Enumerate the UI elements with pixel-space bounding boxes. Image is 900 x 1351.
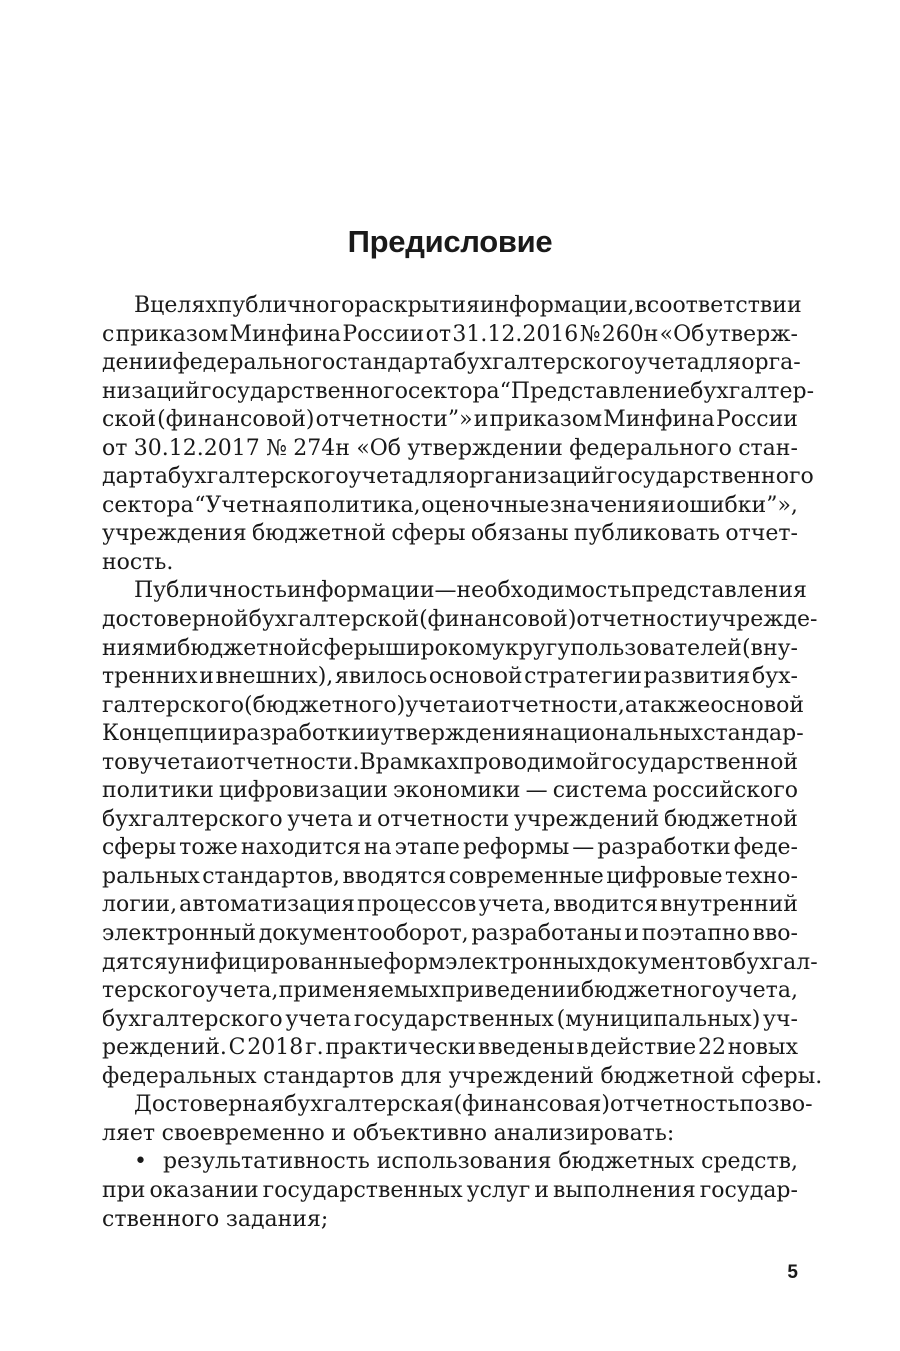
word: в [576, 1035, 589, 1061]
page-title: Предисловие [347, 224, 553, 259]
text-line [102, 692, 805, 721]
word: выполнения [553, 1177, 696, 1203]
word: на [363, 835, 392, 861]
word: современные [448, 863, 604, 889]
bullet-text [163, 1148, 798, 1177]
word: сферы [311, 635, 386, 661]
word: находится [240, 835, 361, 861]
word: и [471, 692, 486, 718]
word: утверждении [407, 435, 563, 461]
word: разработки [232, 721, 366, 747]
word: и [534, 1177, 550, 1203]
word: цифровые [606, 863, 723, 889]
word: отчетности [377, 806, 510, 832]
word: федерального [569, 435, 732, 461]
word: Достоверная [134, 1092, 285, 1118]
bullet-item [102, 1148, 798, 1234]
word: проводимой [459, 749, 601, 775]
word: использования [376, 1149, 552, 1175]
word: информации [286, 578, 435, 604]
word: учета [348, 464, 415, 490]
word: В [134, 293, 151, 318]
word: экономики [393, 778, 521, 804]
word: феде- [733, 835, 798, 861]
text-line [102, 663, 798, 692]
word: этапе [394, 835, 460, 861]
word: организаций [455, 464, 606, 490]
word: С [228, 1035, 246, 1061]
word: раскрытия [354, 293, 480, 318]
word: и [660, 492, 676, 518]
word: бухгалтерской [248, 607, 420, 633]
text-line [102, 321, 798, 350]
word: развития [643, 664, 751, 690]
word: ниями [102, 635, 177, 661]
word: ральных [102, 863, 200, 889]
word: — [525, 778, 548, 804]
word: пользователей [570, 635, 742, 661]
word: и [365, 721, 381, 747]
word: процессов [357, 892, 477, 918]
word: сферы. [741, 1063, 823, 1089]
word: учреждения [102, 521, 247, 547]
word: Концепции [102, 721, 233, 747]
word: — [572, 835, 595, 861]
text-line [102, 1034, 798, 1063]
word: введены [477, 1035, 575, 1061]
word: бухгалтерская [284, 1092, 454, 1118]
word: дятся [102, 949, 168, 975]
text-line [102, 1206, 798, 1235]
word: бухгалтер- [690, 378, 815, 404]
word: России [715, 407, 798, 433]
word: стандартов, [202, 863, 341, 889]
word: отчетности”» [315, 407, 473, 433]
word: государственной [600, 749, 799, 775]
word: отчетности [576, 607, 709, 633]
word: необходимость [456, 578, 632, 604]
word: электронных [445, 949, 597, 975]
word: отчетность [610, 1092, 740, 1118]
word: средств, [701, 1149, 798, 1175]
text-line [102, 1006, 798, 1035]
word: № [579, 321, 601, 347]
text-line [102, 1063, 823, 1092]
paragraph-3 [102, 1091, 813, 1148]
word: логии, [102, 892, 178, 918]
word: бюджетной [177, 635, 312, 661]
word: с [102, 321, 115, 347]
word: объективно [352, 1120, 488, 1146]
word: кругу [505, 635, 571, 661]
word: учета, [725, 978, 798, 1004]
bullet-marker: • [134, 1149, 147, 1175]
paragraph-1 [102, 292, 815, 577]
word: тренних [102, 664, 198, 690]
word: задания; [225, 1206, 329, 1232]
word: техно- [725, 863, 798, 889]
word: «Об [356, 435, 402, 461]
word: отчетности, [485, 692, 625, 718]
word: сектора [102, 492, 194, 518]
word: Публичность [134, 578, 287, 604]
word: 2018 [247, 1035, 304, 1061]
word: (финансовая) [453, 1092, 611, 1118]
text-line [102, 834, 798, 863]
word: учета [139, 749, 206, 775]
text-line [102, 920, 798, 949]
text-line [102, 720, 804, 749]
word: обязаны [470, 521, 569, 547]
text-line [102, 749, 798, 778]
text-line [102, 949, 818, 978]
word: государственных [262, 1177, 463, 1203]
word: услуг [466, 1177, 531, 1203]
word: реформы [462, 835, 570, 861]
word: разработаны [471, 921, 622, 947]
word: «Об [659, 321, 705, 347]
word: бюджетной [251, 521, 386, 547]
word: ведении [484, 978, 581, 1004]
word: № [266, 435, 287, 461]
word: также [638, 692, 711, 718]
paragraph-2 [102, 577, 823, 1091]
word: приказом [115, 321, 229, 347]
word: сектора [407, 378, 500, 404]
word: В [359, 749, 376, 775]
text-line [102, 349, 801, 378]
word: (финансовой) [157, 407, 315, 433]
word: государственных [353, 1006, 554, 1032]
word: документов [596, 949, 734, 975]
word: применяемых [278, 978, 441, 1004]
word: бюджетного [580, 978, 725, 1004]
text-line [102, 606, 818, 635]
word: государственного [605, 464, 814, 490]
bullet-list [102, 1148, 798, 1234]
text-line [102, 1148, 798, 1177]
word: сферы [391, 521, 466, 547]
word: основой [428, 664, 523, 690]
word: Минфина [229, 321, 342, 347]
word: орга- [741, 350, 801, 376]
word: Минфина [603, 407, 715, 433]
word: бухгал- [733, 949, 818, 975]
page-number: 5 [787, 1262, 798, 1283]
word: публиковать [573, 521, 721, 547]
word: бюджетных [558, 1149, 695, 1175]
word: электронный [102, 921, 257, 947]
word: при [441, 978, 485, 1004]
word: (муниципальных) [556, 1006, 761, 1032]
text-line [102, 777, 798, 806]
word: учреждений [448, 1063, 594, 1089]
text-line [102, 406, 798, 435]
word: тов [102, 749, 140, 775]
word: и [357, 806, 373, 832]
word: и [199, 664, 214, 690]
word: своевременно [161, 1120, 325, 1146]
word: информации, [479, 293, 635, 318]
word: значения [549, 492, 661, 518]
word: для [414, 464, 456, 490]
text-line [102, 492, 798, 521]
word: публичного [217, 293, 355, 318]
text-line [102, 1091, 813, 1120]
word: а [624, 692, 639, 718]
text-line [102, 520, 798, 549]
word: цифровизации [218, 778, 388, 804]
word: широкому [385, 635, 505, 661]
word: от [425, 321, 452, 347]
word: вводятся [342, 863, 447, 889]
text-line [102, 378, 815, 407]
word: (вну- [741, 635, 798, 661]
word: представления [631, 578, 807, 604]
body-text [102, 292, 823, 1234]
word: вво- [752, 921, 798, 947]
word: целях [150, 293, 218, 318]
word: сферы [102, 835, 177, 861]
word: 260н [601, 321, 659, 347]
text-line [102, 435, 798, 464]
word: галтерского [102, 692, 244, 718]
word: разработки [597, 835, 731, 861]
word: бюджетной [664, 806, 798, 832]
word: стандарта [335, 350, 454, 376]
word: отчетности. [220, 749, 360, 775]
word: от [102, 435, 128, 461]
word: соответствии [646, 293, 802, 318]
word: учета [287, 806, 354, 832]
word: стан- [738, 435, 798, 461]
word: дарта [102, 464, 169, 490]
word: достоверной [102, 607, 249, 633]
word: бюджетной [600, 1063, 735, 1089]
word: политики [102, 778, 214, 804]
word: 30.12.2017 [133, 435, 260, 461]
word: явилось [334, 664, 428, 690]
word: государ- [699, 1177, 798, 1203]
word: учета [634, 350, 700, 376]
word: ской [102, 407, 156, 433]
word: при [102, 1177, 146, 1203]
word: новых [727, 1035, 798, 1061]
word: и [331, 1120, 347, 1146]
word: 31.12.2016 [452, 321, 579, 347]
word: оценочные [421, 492, 550, 518]
word: бух- [751, 664, 798, 690]
text-line [102, 635, 798, 664]
word: документооборот, [258, 921, 469, 947]
text-line [102, 863, 798, 892]
word: стандар- [703, 721, 804, 747]
word: ственного [102, 1206, 220, 1232]
word: оказании [149, 1177, 259, 1203]
text-line [102, 292, 802, 321]
word: России [342, 321, 425, 347]
word: утверждения [380, 721, 536, 747]
word: стандартов [263, 1063, 394, 1089]
word: результативность [162, 1149, 370, 1175]
word: бухгалтерского [453, 350, 635, 376]
word: и [205, 749, 221, 775]
word: учета [285, 1006, 352, 1032]
word: уч- [763, 1006, 798, 1032]
text-line [102, 977, 798, 1006]
word: анализировать: [493, 1120, 675, 1146]
word: национальных [535, 721, 704, 747]
word: 22 [697, 1035, 726, 1061]
word: учрежде- [708, 607, 818, 633]
word: поэтапно [641, 921, 750, 947]
word: внутренний [660, 892, 798, 918]
word: российского [652, 778, 798, 804]
word: — [434, 578, 457, 604]
word: практически [325, 1035, 477, 1061]
word: дении [102, 350, 173, 376]
word: форм [383, 949, 446, 975]
text-line [102, 577, 807, 606]
word: (бюджетного) [243, 692, 406, 718]
word: ность. [102, 549, 174, 575]
word: ляет [102, 1120, 156, 1146]
word: г. [305, 1035, 324, 1061]
word: автоматизация [179, 892, 355, 918]
word: вводится [553, 892, 658, 918]
word: бухгалтерского [102, 1006, 283, 1032]
word: для [699, 350, 742, 376]
word: низаций [102, 378, 200, 404]
word: политика, [303, 492, 421, 518]
word: и [624, 921, 640, 947]
text-line [102, 891, 798, 920]
word: федерального [172, 350, 336, 376]
word: и [473, 407, 489, 433]
word: федеральных [102, 1063, 257, 1089]
text-line [102, 1177, 798, 1206]
word: отчет- [725, 521, 798, 547]
text-line [102, 463, 814, 492]
word: утверж- [705, 321, 798, 347]
text-line [102, 806, 798, 835]
word: ошибки”», [676, 492, 798, 518]
word: для [400, 1063, 442, 1089]
word: основой [710, 692, 805, 718]
word: унифицированные [167, 949, 384, 975]
word: реждений. [102, 1035, 227, 1061]
word: учета, [478, 892, 552, 918]
word: в [634, 293, 647, 318]
word: (финансовой) [419, 607, 577, 633]
word: тоже [179, 835, 238, 861]
word: учета [405, 692, 471, 718]
word: приказом [489, 407, 603, 433]
word: 274н [293, 435, 350, 461]
word: бухгалтерского [168, 464, 349, 490]
word: система [552, 778, 648, 804]
word: бухгалтерского [102, 806, 283, 832]
word: действие [590, 1035, 697, 1061]
word: “Представление [499, 378, 691, 404]
word: государственного [199, 378, 408, 404]
word: внешних), [215, 664, 334, 690]
word: учета, [205, 978, 279, 1004]
word: стратегии [524, 664, 642, 690]
word: позво- [739, 1092, 813, 1118]
word: учреждений [513, 806, 660, 832]
word: рамках [375, 749, 460, 775]
word: “Учетная [194, 492, 303, 518]
word: терского [102, 978, 206, 1004]
text-line [102, 1120, 798, 1149]
text-line [102, 549, 798, 578]
